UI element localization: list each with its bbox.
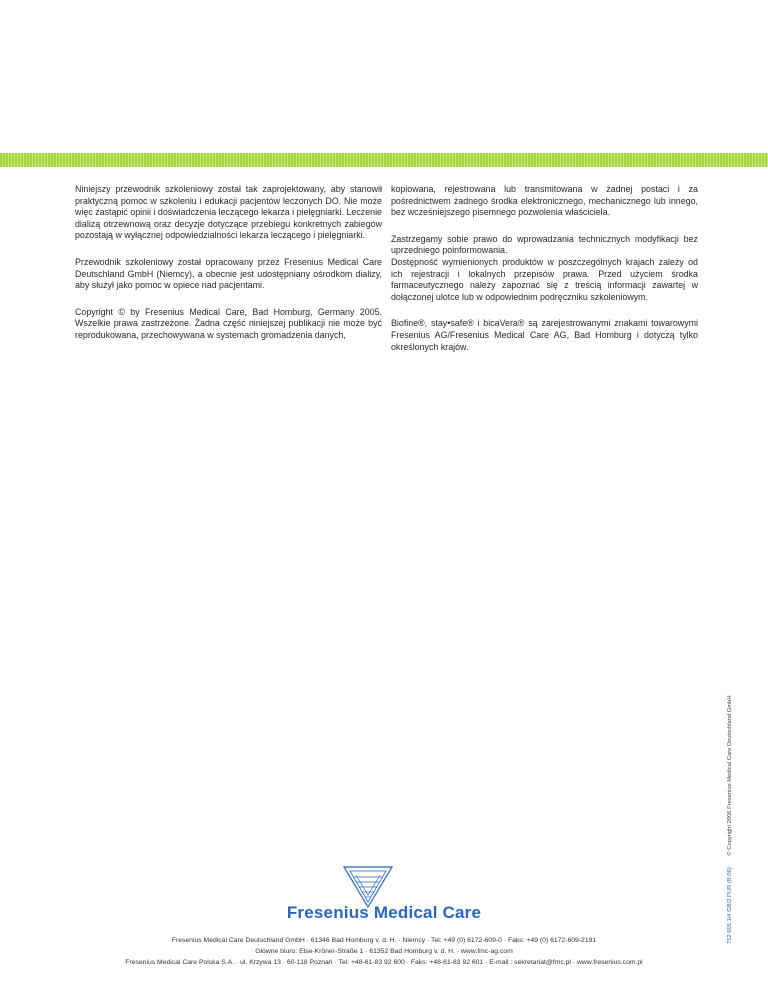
left-text-column xyxy=(75,184,382,357)
footer-address xyxy=(0,935,768,968)
trademarks-paragraph: Biofine®, stay•safe® i bicaVera® są zarejestrowanymi znakami towarowymi Fresenius AG/Fresenius Medical Care AG, Bad Homburg i dotyczą tylko określonych krajów. xyxy=(391,318,698,352)
document-code: 752 605 1/4 GB/2 PUR (B 06) xyxy=(727,867,733,944)
copyright-paragraph: Copyright © by Fresenius Medical Care, Bad Homburg, Germany 2005. Wszelkie prawa zastrzeżone. Żadna część niniejszej publikacji nie może być reprodukowana, przechowywana w systemach gromadzenia danych, xyxy=(75,306,382,340)
right-text-column xyxy=(391,184,698,368)
footer-line-poland: Fresenius Medical Care Polska S.A. · ul. Krzywa 13 · 60-118 Poznań · Tel: +48-61-83 92 600 · Faks: +48-61-83 92 601 · E-mail : sekretariat@fmc.pl · www.fresenius.com.pl xyxy=(125,959,643,966)
footer-line-germany: Fresenius Medical Care Deutschland GmbH · 61346 Bad Homburg v. d. H. · Niemcy · Tel: +49 (0) 6172-609-0 · Faks: +49 (0) 6172-609-2191 xyxy=(171,937,597,944)
disclaimer-paragraph: Niniejszy przewodnik szkoleniowy został tak zaprojektowany, aby stanowił praktyczną pomoc w szkoleniu i edukacji pacjentów leczonych DO. Nie może więc zastąpić opinii i doświadczenia leczącego lekarza i pielęgniarki. Leczenie dializą otrzewnową oraz decyzje dotyczące przebiegu konkretnych zabiegów pozostają w wyłącznej odpowiedzialności lekarza leczącego i pielęgniarki. xyxy=(75,184,382,241)
vertical-copyright-text: © Copyright 2006 Fresenius Medical Care Deutschland GmbH xyxy=(727,695,733,856)
copyright-continuation-paragraph: kopiowana, rejestrowana lub transmitowana w żadnej postaci i za pośrednictwem żadnego środka elektronicznego, mechanicznego lub innego, bez wcześniejszego pisemnego pozwolenia właściciela. xyxy=(391,184,698,218)
footer-line-headquarters: Główne biuro: Else-Kröner-Straße 1 · 61352 Bad Homburg v. d. H. · www.fmc-ag.com xyxy=(255,948,513,955)
brand-name: Fresenius Medical Care xyxy=(286,903,482,922)
technical-changes-paragraph: Zastrzegamy sobie prawo do wprowadzania technicznych modyfikacji bez uprzedniego poinformowania. Dostępność wymienionych produktów w poszczególnych krajach zależy od ich rejestracji i lokalnych przepisów prawa. Przed użyciem środka farmaceutycznego należy zapoznać się z treścią informacji zawartej w dołączonej ulotce lub w odpowiednim podręczniku szkoleniowym. xyxy=(391,233,698,302)
green-header-band xyxy=(0,153,768,167)
authorship-paragraph: Przewodnik szkoleniowy został opracowany przez Fresenius Medical Care Deutschland GmbH (Niemcy), a obecnie jest udostępniany ośrodkom dializy, aby służył jako pomoc w opiece nad pacjentami. xyxy=(75,256,382,291)
